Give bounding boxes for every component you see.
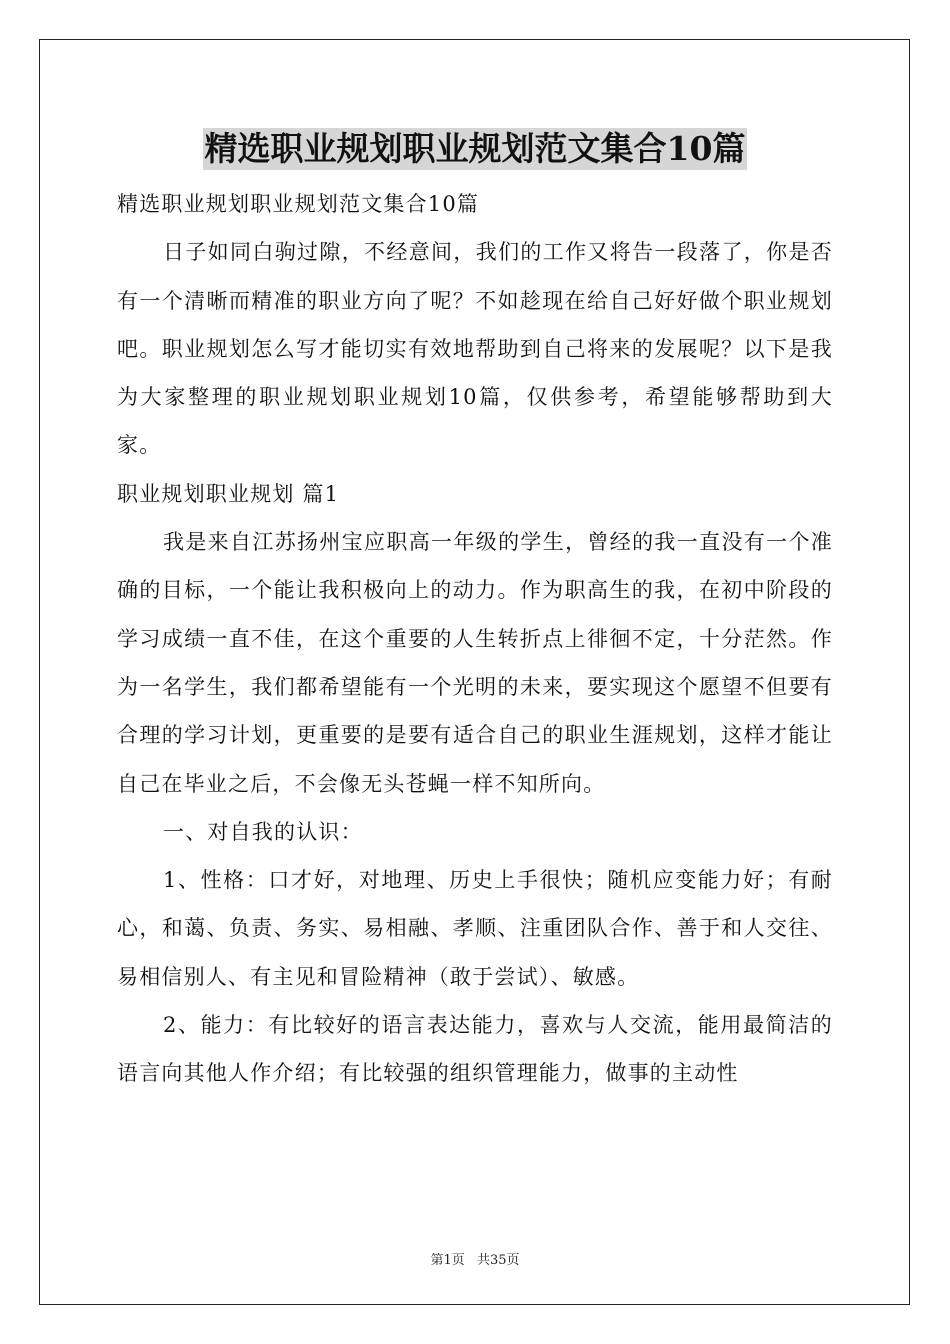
body-paragraph: 一、对自我的认识： <box>163 819 363 844</box>
body-paragraph: 2、能力：有比较好的语言表达能力，喜欢与人交流，能用最简洁的语言向其他人作介绍；有比较强的组织管理能力，做事的主动性 <box>117 1013 833 1086</box>
section-heading: 职业规划职业规划 篇1 <box>117 481 340 506</box>
intro-paragraph: 日子如同白驹过隙，不经意间，我们的工作又将告一段落了，你是否有一个清晰而精准的职业方向了呢？不如趁现在给自己好好做个职业规划吧。职业规划怎么写才能切实有效地帮助到自己将来的发展呢？以下是我为大家整理的职业规划职业规划10篇，仅供参考，希望能够帮助到大家。 <box>117 240 833 458</box>
page-number: 第1页 <box>430 1253 465 1268</box>
subtitle-line: 精选职业规划职业规划范文集合10篇 <box>117 192 480 216</box>
page-footer <box>0 1249 950 1268</box>
document-body <box>117 180 833 1098</box>
page-total: 共35页 <box>476 1253 520 1268</box>
title-wrap <box>0 128 950 170</box>
body-paragraph: 我是来自江苏扬州宝应职高一年级的学生，曾经的我一直没有一个准确的目标，一个能让我积极向上的动力。作为职高生的我，在初中阶段的学习成绩一直不佳，在这个重要的人生转折点上徘徊不定，十分茫然。作为一名学生，我们都希望能有一个光明的未来，要实现这个愿望不但要有合理的学习计划，更重要的是要有适合自己的职业生涯规划，这样才能让自己在毕业之后，不会像无头苍蝇一样不知所向。 <box>117 530 833 796</box>
document-title: 精选职业规划职业规划范文集合10篇 <box>204 129 746 168</box>
body-paragraph: 1、性格：口才好，对地理、历史上手很快；随机应变能力好；有耐心，和蔼、负责、务实、易相融、孝顺、注重团队合作、善于和人交往、易相信别人、有主见和冒险精神（敢于尝试）、敏感。 <box>117 868 833 989</box>
